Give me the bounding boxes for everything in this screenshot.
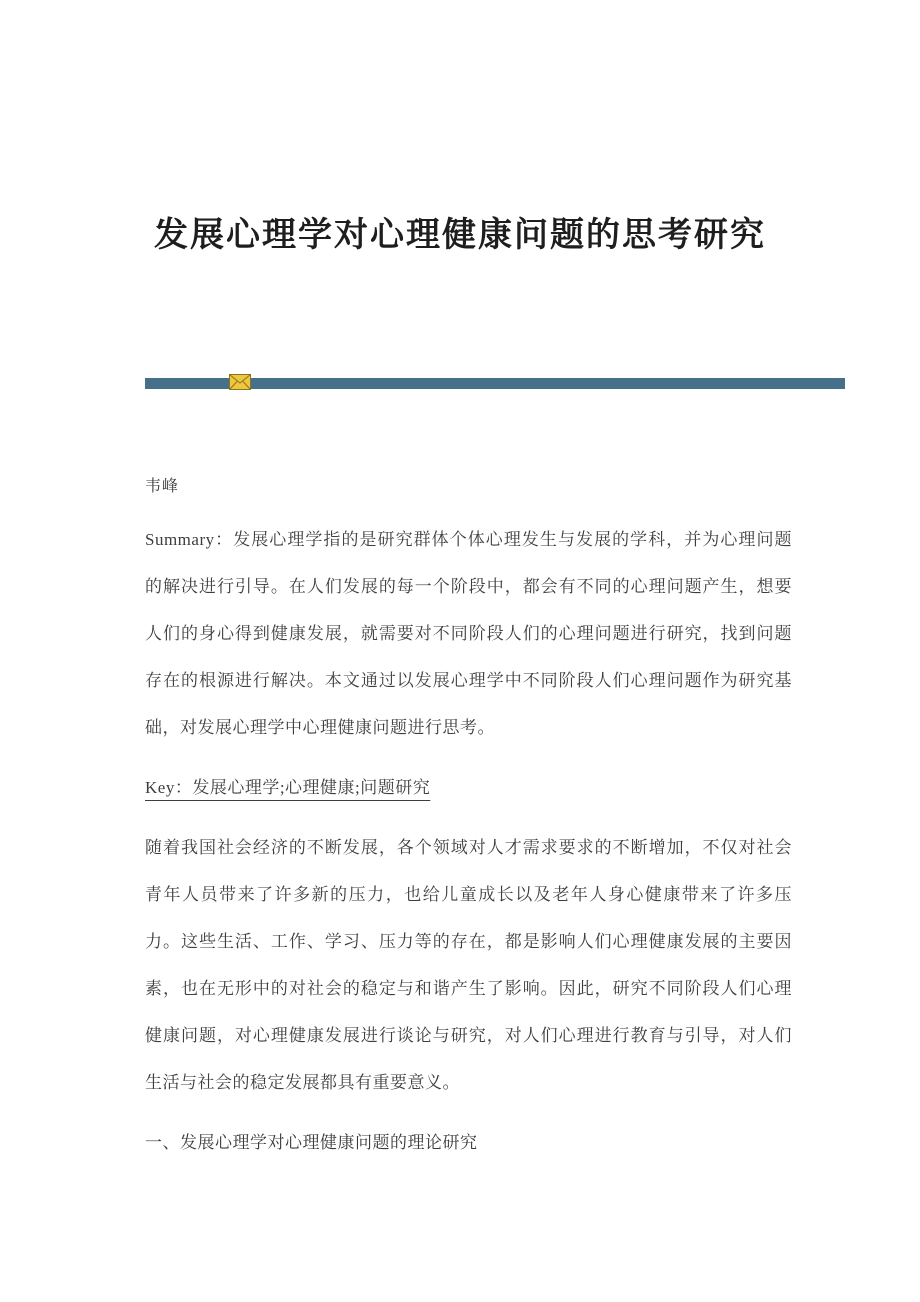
keywords-line: Key：发展心理学;心理健康;问题研究	[145, 778, 431, 797]
intro-paragraph: 随着我国社会经济的不断发展，各个领域对人才需求要求的不断增加，不仅对社会青年人员带来了许多新的压力，也给儿童成长以及老年人身心健康带来了许多压力。这些生活、工作、学习、压力等的存在，都是影响人们心理健康发展的主要因素，也在无形中的对社会的稳定与和谐产生了影响。因此，研究不同阶段人们心理健康问题，对心理健康发展进行谈论与研究，对人们心理进行教育与引导，对人们生活与社会的稳定发展都具有重要意义。	[145, 838, 792, 1092]
title-divider	[145, 378, 845, 389]
envelope-icon	[229, 374, 251, 390]
summary-paragraph: Summary：发展心理学指的是研究群体个体心理发生与发展的学科，并为心理问题的解决进行引导。在人们发展的每一个阶段中，都会有不同的心理问题产生，想要人们的身心得到健康发展，就需要对不同阶段人们的心理问题进行研究，找到问题存在的根源进行解决。本文通过以发展心理学中不同阶段人们心理问题作为研究基础，对发展心理学中心理健康问题进行思考。	[145, 530, 792, 737]
author-name: 韦峰	[145, 478, 180, 495]
section-heading: 一、发展心理学对心理健康问题的理论研究	[145, 1133, 478, 1152]
document-body	[145, 516, 792, 1166]
page-title: 发展心理学对心理健康问题的思考研究	[154, 217, 766, 254]
